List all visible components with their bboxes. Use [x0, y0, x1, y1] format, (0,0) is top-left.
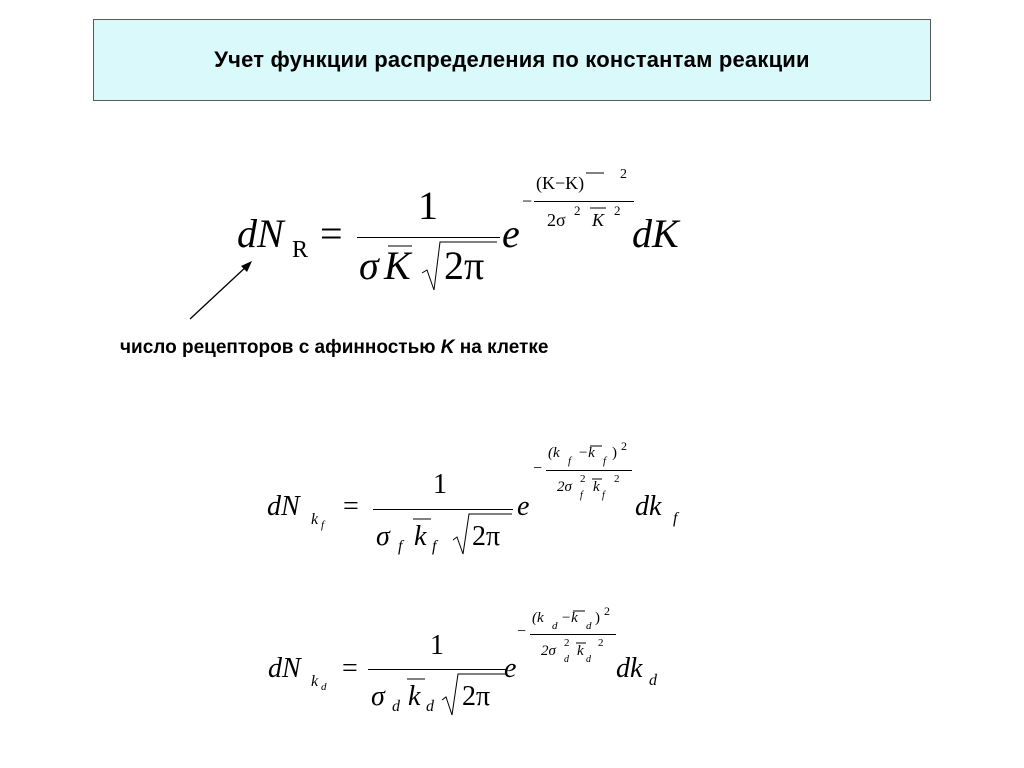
f2-numerator: 1: [433, 469, 447, 500]
f3-radical-sign: [442, 674, 505, 715]
f1-den-sigma: σ: [359, 243, 379, 288]
f2-differential-sub: f: [673, 510, 678, 527]
f3-lhs-sub: k: [311, 673, 319, 690]
f3-exp-num-close: ): [595, 610, 600, 626]
f2-exp-den-k-sub: f: [602, 490, 605, 501]
f2-den-sigma-sub: f: [398, 538, 403, 555]
f3-numerator: 1: [430, 630, 444, 661]
f3-den-2pi: 2π: [462, 681, 491, 712]
f3-den-sigma: σ: [371, 681, 385, 712]
slide-title: Учет функции распределения по константам реакции: [214, 47, 810, 72]
f3-exp-num-sub1: d: [552, 620, 558, 632]
f3-e: e: [504, 653, 517, 684]
f1-differential: dK: [632, 211, 679, 256]
f2-exp-num-open: (k: [548, 445, 560, 461]
f3-exp-minus: −: [517, 623, 527, 640]
f3-exp-num-power: 2: [604, 604, 610, 618]
f1-e: e: [502, 211, 520, 256]
f3-exp-num-open: (k: [532, 610, 544, 626]
f3-den-sigma-sub: d: [392, 698, 400, 715]
f3-equals: =: [342, 653, 358, 684]
f1-den-2pi: 2π: [444, 243, 485, 288]
f2-exp-den-power2: 2: [614, 473, 620, 485]
f2-den-sigma: σ: [376, 521, 390, 552]
f1-lhs: dN: [237, 211, 284, 256]
f3-exp-den-power1: 2: [564, 637, 570, 649]
f1-exp-minus: −: [522, 191, 533, 211]
f2-lhs-sub: k: [311, 511, 319, 528]
f2-lhs: dN: [267, 491, 300, 522]
f1-lhs-sub: R: [292, 237, 309, 263]
f1-exp-den-power1: 2: [574, 203, 581, 218]
f2-exp-den-sub: f: [580, 490, 583, 501]
f3-exp-den-k: k: [577, 643, 584, 659]
f1-exp-num-power: 2: [620, 167, 627, 182]
caption-text-before: число рецепторов с афинностью: [120, 337, 441, 358]
caption-arrow-line: [190, 265, 248, 319]
f1-exp-numerator: (K−K): [536, 173, 585, 193]
f2-e: e: [517, 491, 530, 522]
f1-exp-den-K: K: [592, 210, 605, 230]
f1-exp-den-2sigma: 2σ: [547, 210, 566, 230]
f2-den-2pi: 2π: [472, 521, 501, 552]
f2-exp-minus: −: [533, 460, 543, 477]
f3-lhs-subsub: d: [321, 681, 327, 693]
f2-den-k-sub: f: [432, 538, 437, 555]
f1-den-K: K: [384, 243, 411, 288]
f2-exp-num-mid: −k: [578, 445, 595, 461]
f2-exp-den-power1: 2: [580, 473, 586, 485]
f3-differential: dk: [616, 653, 643, 684]
f1-radical-sign: [422, 242, 497, 290]
f1-numerator: 1: [418, 183, 438, 228]
f2-exp-num-sub2: f: [603, 455, 607, 467]
f2-exp-num-close: ): [612, 445, 617, 461]
f1-equals: =: [320, 211, 343, 256]
f2-differential: dk: [635, 491, 662, 522]
caption-variable: K: [440, 337, 455, 358]
f2-lhs-subsub: f: [321, 519, 325, 531]
caption-text-after: на клетке: [454, 337, 549, 358]
f3-den-k: k: [408, 681, 421, 712]
f2-radical-sign: [453, 514, 512, 554]
f3-lhs: dN: [268, 653, 301, 684]
f1-exp-den-power2: 2: [614, 203, 621, 218]
f2-exp-den-k: k: [593, 479, 600, 495]
f2-exp-num-power: 2: [621, 439, 627, 453]
f3-exp-den-sub: d: [564, 654, 569, 665]
caption-arrow: [190, 261, 252, 319]
f3-differential-sub: d: [649, 672, 657, 689]
f2-den-k: k: [414, 521, 427, 552]
f3-exp-den-power2: 2: [598, 637, 604, 649]
f3-exp-den-2sigma: 2σ: [541, 643, 556, 659]
f2-exp-num-sub1: f: [568, 455, 572, 467]
f2-equals: =: [343, 491, 359, 522]
f3-exp-num-mid: −k: [561, 610, 578, 626]
f3-den-k-sub: d: [426, 698, 434, 715]
f2-exp-den-2sigma: 2σ: [557, 479, 572, 495]
f3-exp-den-k-sub: d: [586, 654, 591, 665]
f3-exp-num-sub2: d: [586, 620, 592, 632]
